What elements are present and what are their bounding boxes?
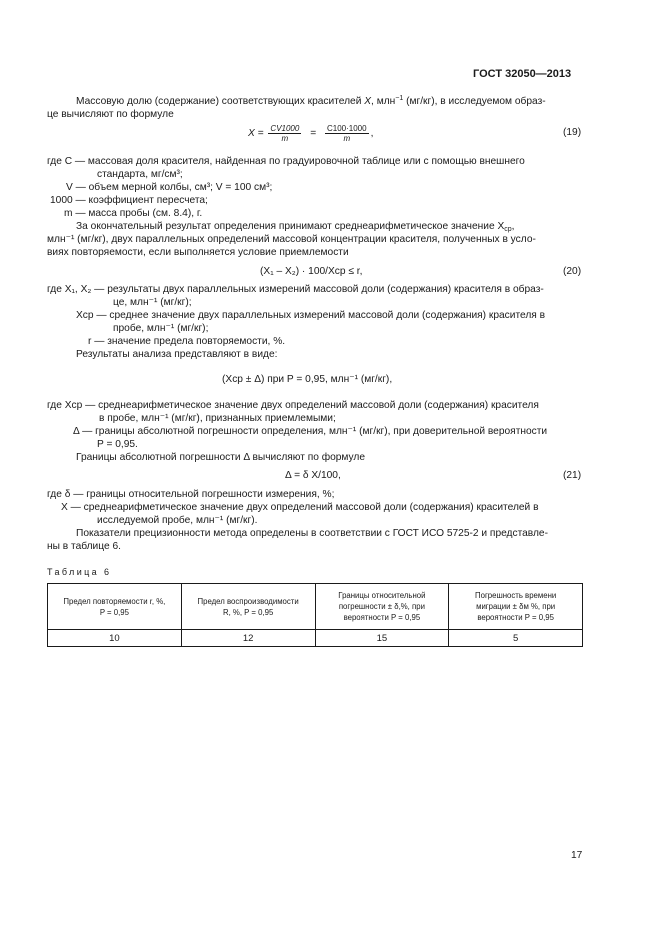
precision-table: [47, 583, 583, 647]
final-sub: ср: [504, 226, 512, 233]
precision-text-line2: ны в таблице 6.: [47, 541, 121, 552]
def-delta-cont: P = 0,95.: [97, 439, 138, 450]
fraction-2-denominator: m: [343, 134, 351, 143]
def-xcp-cont: пробе, млн⁻¹ (мг/кг);: [113, 323, 209, 334]
header-migration-error: [449, 584, 583, 630]
precision-text-line1: Показатели прецизионности метода определены в соответствии с ГОСТ ИСО 5725-2 и представле-: [76, 528, 548, 539]
def-v: V — объем мерной колбы, см³; V = 100 см³;: [66, 182, 273, 193]
header-reproducibility: [181, 584, 315, 630]
fraction-1-numerator: CV1000: [270, 124, 300, 133]
paragraph-intro-line1: [76, 96, 546, 109]
def-xcp-result: где Xср — среднеарифметическое значение двух определений массовой доли (содержания) красителя: [47, 400, 539, 411]
table-cell: 12: [181, 630, 315, 647]
header-line: Погрешность времени: [475, 591, 557, 600]
table-cell: 5: [449, 630, 583, 647]
formula-19-equals: =: [310, 128, 317, 140]
formula-21: Δ = δ X/100,: [285, 470, 341, 481]
def-c: где C — массовая доля красителя, найденная по градуировочной таблице или с помощью внешнего: [47, 156, 525, 167]
intro-sup: −1: [395, 95, 404, 102]
formula-19-lhs: X =: [248, 128, 264, 140]
header-relative-error: [315, 584, 449, 630]
def-x: X — среднеарифметическое значение двух определений массовой доли (содержания) красителей в: [61, 502, 539, 513]
table-cell: 15: [315, 630, 449, 647]
page-number: 17: [571, 850, 583, 861]
header-line: R, %, P = 0,95: [222, 607, 274, 617]
intro-unit: , млн: [371, 96, 396, 107]
formula-20: (X₁ – X₂) · 100/Xср ≤ r,: [260, 266, 363, 277]
formula-19: X = $\frac{CV1000}{m}$ = $\frac{C100\cdot 1000}{m}$ ,: [248, 124, 374, 143]
formula-19-fraction-2: [325, 124, 369, 143]
table-row: [48, 630, 583, 647]
intro-rest: (мг/кг), в исследуемом образ-: [403, 96, 546, 107]
def-1000: 1000 — коэффициент пересчета;: [50, 195, 208, 206]
intro-var: X: [364, 96, 372, 107]
def-r: r — значение предела повторяемости, %.: [88, 336, 286, 347]
paragraph-final-line3: виях повторяемости, если выполняется условие приемлемости: [47, 247, 349, 258]
def-delta-rel: где δ — границы относительной погрешности измерения, %;: [47, 489, 335, 500]
table-header-row: [48, 584, 583, 630]
formula-19-number: (19): [563, 127, 582, 138]
intro-text: Массовую долю (содержание) соответствующих красителей: [76, 96, 362, 107]
table-caption: Таблица 6: [47, 567, 112, 577]
formula-21-number: (21): [563, 470, 582, 481]
fraction-2-numerator: C100·1000: [326, 124, 367, 133]
results-intro: Результаты анализа представляют в виде:: [76, 349, 278, 360]
formula-19-fraction-1: [268, 124, 301, 143]
header-repeatability: [48, 584, 182, 630]
table-cell: 10: [48, 630, 182, 647]
header-line: Предел повторяемости r, %,: [63, 596, 166, 606]
def-x1-x2-cont: це, млн⁻¹ (мг/кг);: [113, 297, 192, 308]
def-c-cont: стандарта, мг/см³;: [97, 169, 183, 180]
header-line: P = 0,95: [99, 607, 129, 617]
def-xcp-result-cont: в пробе, млн⁻¹ (мг/кг), признанных приемлемыми;: [99, 413, 336, 424]
formula-20-number: (20): [563, 266, 582, 277]
paragraph-final-line1: За окончательный результат определения принимают среднеарифметическое значение $X_{ср}$,: [76, 221, 515, 233]
header-line: вероятности P = 0,95: [477, 613, 554, 622]
header-line: Границы относительной: [338, 591, 426, 600]
paragraph-final-line2: млн⁻¹ (мг/кг), двух параллельных определений массовой концентрации красителя, полученных в усло-: [47, 234, 536, 245]
document-code: ГОСТ 32050—2013: [473, 68, 572, 80]
header-line: Предел воспроизводимости: [197, 596, 299, 606]
fraction-1-denominator: m: [281, 134, 289, 143]
def-m: m — масса пробы (см. 8.4), г.: [64, 208, 203, 219]
final-text-1: За окончательный результат определения принимают среднеарифметическое значение X: [76, 221, 505, 232]
paragraph-intro-line2: це вычисляют по формуле: [47, 109, 174, 120]
header-line: погрешности ± δ,%, при: [338, 602, 425, 611]
formula-result: (Xср ± Δ) при P = 0,95, млн⁻¹ (мг/кг),: [222, 374, 393, 385]
def-xcp: Xср — среднее значение двух параллельных измерений массовой доли (содержания) красителя в: [76, 310, 546, 321]
def-delta: Δ — границы абсолютной погрешности определения, млн⁻¹ (мг/кг), при доверительной вероятности: [73, 426, 548, 437]
header-line: вероятности P = 0,95: [343, 613, 421, 622]
def-x1-x2: где X₁, X₂ — результаты двух параллельных измерений массовой доли (содержания) красителя в образ-: [47, 284, 544, 295]
header-line: миграции ± δм %, при: [476, 602, 556, 611]
def-x-cont: исследуемой пробе, млн⁻¹ (мг/кг).: [97, 515, 258, 526]
delta-intro: Границы абсолютной погрешности Δ вычисляют по формуле: [76, 452, 366, 463]
